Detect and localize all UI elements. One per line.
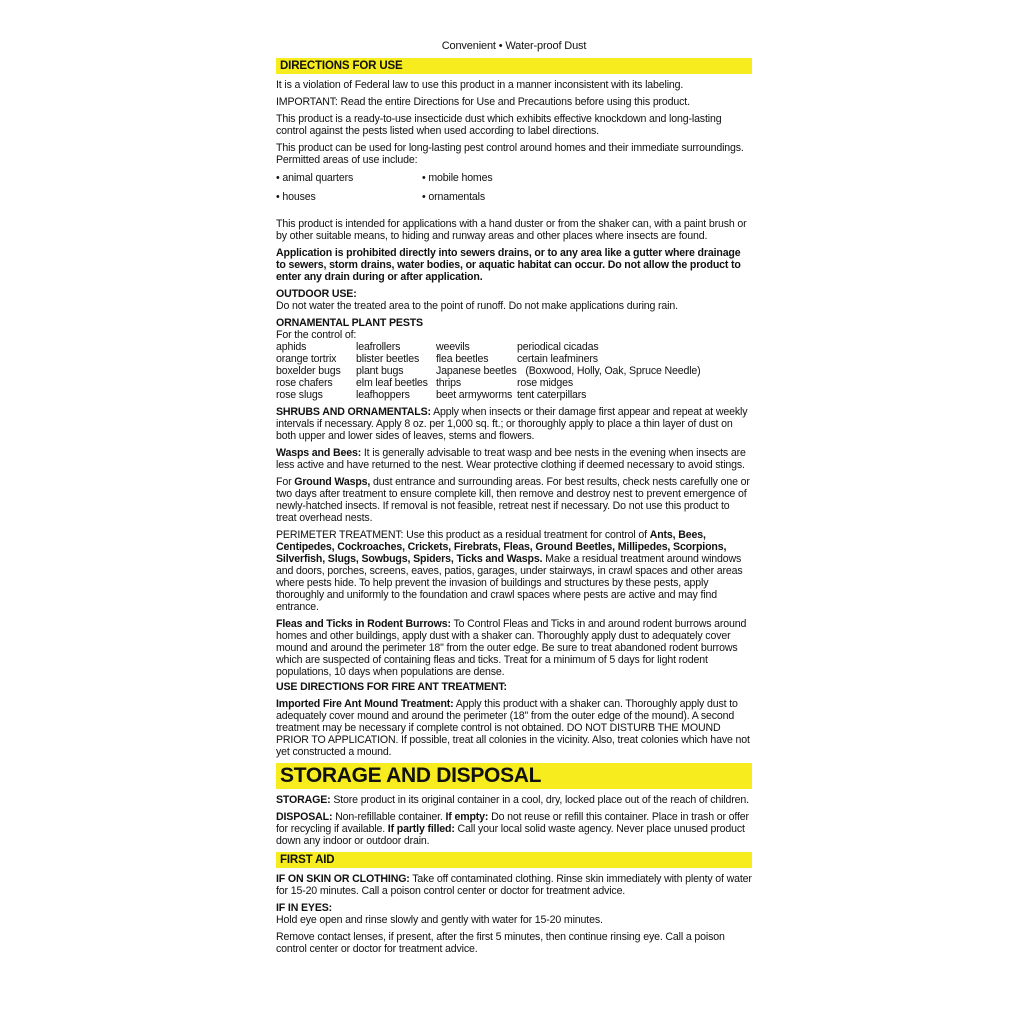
directions-heading: DIRECTIONS FOR USE [276, 58, 752, 74]
product-label [276, 40, 752, 960]
table-row [276, 341, 701, 353]
list-item: • mobile homes [422, 172, 493, 184]
pest-cell: tent caterpillars [517, 389, 587, 401]
table-row [276, 389, 701, 401]
list-item: • animal quarters [276, 172, 354, 184]
fleas-text: To Control Fleas and Ticks in and around rodent burrows around homes and other buildings, apply dust with a shaker can. Thoroughly apply dust to adequately cover mound and around the perimeter 18" from the outer edge. Be sure to treat abandoned rodent burrows which are suspected of containing fleas and ticks. Treat for a minimum of 5 days for light rodent populations, 10 days when populations are dense. [276, 618, 747, 678]
shrubs-ornamentals-paragraph [276, 406, 752, 442]
disposal-partly-lead: If partly filled: [387, 823, 455, 835]
federal-law-notice: It is a violation of Federal law to use this product in a manner inconsistent with its labeling. [276, 79, 684, 91]
table-row [276, 377, 701, 389]
pest-cell: beet armyworms [436, 389, 513, 401]
product-description: This product is a ready-to-use insecticide dust which exhibits effective knockdown and long-lasting control against the pests listed when used according to label directions. [276, 113, 722, 137]
skin-lead: IF ON SKIN OR CLOTHING: [276, 873, 410, 885]
perimeter-pre: PERIMETER TREATMENT: Use this product as a residual treatment for control of [276, 529, 650, 541]
wasps-lead: Wasps and Bees: [276, 447, 362, 459]
eyes-text-2: Remove contact lenses, if present, after the first 5 minutes, then continue rinsing eye. Call a poison control center or doctor for treatment advice. [276, 931, 725, 955]
application-prohibition: Application is prohibited directly into sewers drains, or to any area like a gutter where drainage to sewers, storm drains, water bodies, or aquatic habitat can occur. Do not allow the product to enter any drain during or after application. [276, 247, 741, 283]
ornamental-pests-intro: For the control of: [276, 329, 357, 341]
list-item: • houses [276, 191, 316, 203]
ground-pre: For [276, 476, 295, 488]
pest-cell: aphids [276, 341, 307, 353]
wasps-bees-paragraph [276, 447, 752, 471]
disposal-text-1: Non-refillable container. [332, 811, 446, 823]
eyes-text-1: Hold eye open and rinse slowly and gently with water for 15-20 minutes. [276, 914, 603, 926]
areas-column-2 [422, 172, 568, 210]
table-row [276, 353, 701, 365]
pest-cell: Japanese beetles [436, 365, 517, 377]
disposal-text-2: Do not reuse or refill this container. Place in trash or offer for recycling if available. [276, 811, 749, 835]
table-row [276, 365, 701, 377]
first-aid-heading: FIRST AID [276, 852, 752, 868]
areas-column-1 [276, 172, 422, 210]
permitted-areas-list [276, 172, 752, 210]
disposal-empty-lead: If empty: [445, 811, 489, 823]
pest-cell: (Boxwood, Holly, Oak, Spruce Needle) [517, 365, 701, 377]
skin-text: Take off contaminated clothing. Rinse skin immediately with plenty of water for 15-20 minutes. Call a poison control center or doctor for treatment advice. [276, 873, 752, 897]
disposal-lead: DISPOSAL: [276, 811, 333, 823]
pest-cell: thrips [436, 377, 462, 389]
fire-ant-heading: USE DIRECTIONS FOR FIRE ANT TREATMENT: [276, 681, 507, 693]
outdoor-use-text: Do not water the treated area to the point of runoff. Do not make applications during rain. [276, 300, 678, 312]
perimeter-pests: Ants, Bees, Centipedes, Cockroaches, Crickets, Firebrats, Fleas, Ground Beetles, Millipedes, Scorpions, Silverfish, Slugs, Sowbugs, Spiders, Ticks and Wasps. [276, 529, 727, 565]
storage-paragraph [276, 794, 752, 806]
ground-text: dust entrance and surrounding areas. For best results, check nests carefully one or two days after treatment to ensure complete kill, then remove and destroy nest to prevent emergence of newly-hatched insects. If removal is not feasible, retreat nest if necessary. Do not use this product to treat overhead nests. [276, 476, 750, 524]
wasps-text: It is generally advisable to treat wasp and bee nests in the evening when insects are less active and have returned to the nest. Wear protective clothing if deemed necessary to avoid stings. [276, 447, 746, 471]
important-notice: IMPORTANT: Read the entire Directions for Use and Precautions before using this product. [276, 96, 690, 108]
list-item: • ornamentals [422, 191, 485, 203]
pest-cell: rose slugs [276, 389, 323, 401]
ground-wasps-paragraph [276, 476, 752, 524]
application-method: This product is intended for applications with a hand duster or from the shaker can, with a paint brush or by other suitable means, to hiding and runway areas and other places where insects are found. [276, 218, 747, 242]
disposal-text-3: Call your local solid waste agency. Never place unused product down any indoor or outdoor drain. [276, 823, 745, 847]
imported-lead: Imported Fire Ant Mound Treatment: [276, 698, 454, 710]
pest-cell: plant bugs [356, 365, 404, 377]
ornamental-pests-heading: ORNAMENTAL PLANT PESTS [276, 317, 423, 329]
shrubs-text: Apply when insects or their damage first appear and repeat at weekly intervals if necessary. Apply 8 oz. per 1,000 sq. ft.; or thoroughly apply to place a thin layer of dust on both upper and lower sides of leaves, stems and flowers. [276, 406, 748, 442]
pest-cell: rose chafers [276, 377, 333, 389]
pest-cell: weevils [436, 341, 470, 353]
skin-paragraph [276, 873, 752, 897]
perimeter-paragraph [276, 529, 752, 613]
pest-cell: leafhoppers [356, 389, 410, 401]
eyes-heading: IF IN EYES: [276, 902, 333, 914]
storage-lead: STORAGE: [276, 794, 331, 806]
ground-lead: Ground Wasps, [294, 476, 371, 488]
imported-fire-ant-paragraph [276, 698, 752, 758]
shrubs-lead: SHRUBS AND ORNAMENTALS: [276, 406, 431, 418]
product-tagline: Convenient • Water-proof Dust [441, 40, 587, 52]
pest-cell: rose midges [517, 377, 574, 389]
pest-cell: blister beetles [356, 353, 420, 365]
imported-text: Apply this product with a shaker can. Thoroughly apply dust to adequately cover mound and around the perimeter (18" from the outer edge of the mound). A second treatment may be necessary if complete control is not obtained. DO NOT DISTURB THE MOUND PRIOR TO APPLICATION. If possible, treat all colonies in the vicinity. Also, treat colonies which have not yet constructed a mound. [276, 698, 750, 758]
pest-cell: boxelder bugs [276, 365, 341, 377]
storage-text: Store product in its original container in a cool, dry, locked place out of the reach of children. [330, 794, 749, 806]
pest-cell: periodical cicadas [517, 341, 599, 353]
fleas-ticks-paragraph [276, 618, 752, 678]
pest-cell: orange tortrix [276, 353, 337, 365]
pest-cell: flea beetles [436, 353, 489, 365]
pest-table [276, 341, 701, 401]
perimeter-text: Make a residual treatment around windows and doors, porches, screens, eaves, patios, garages, under stairways, in crawl spaces and other areas where pests hide. To help prevent the invasion of buildings and structures by these pests, apply thoroughly and uniformly to the foundation and crawl spaces where pests are active and may find entrance. [276, 553, 743, 613]
storage-disposal-heading: STORAGE AND DISPOSAL [276, 763, 752, 789]
outdoor-use-heading: OUTDOOR USE: [276, 288, 357, 300]
pest-cell: elm leaf beetles [356, 377, 428, 389]
disposal-paragraph [276, 811, 752, 847]
permitted-areas-intro: This product can be used for long-lasting pest control around homes and their immediate surroundings. Permitted areas of use include: [276, 142, 744, 166]
pest-cell: certain leafminers [517, 353, 598, 365]
pest-cell: leafrollers [356, 341, 401, 353]
fleas-lead: Fleas and Ticks in Rodent Burrows: [276, 618, 451, 630]
